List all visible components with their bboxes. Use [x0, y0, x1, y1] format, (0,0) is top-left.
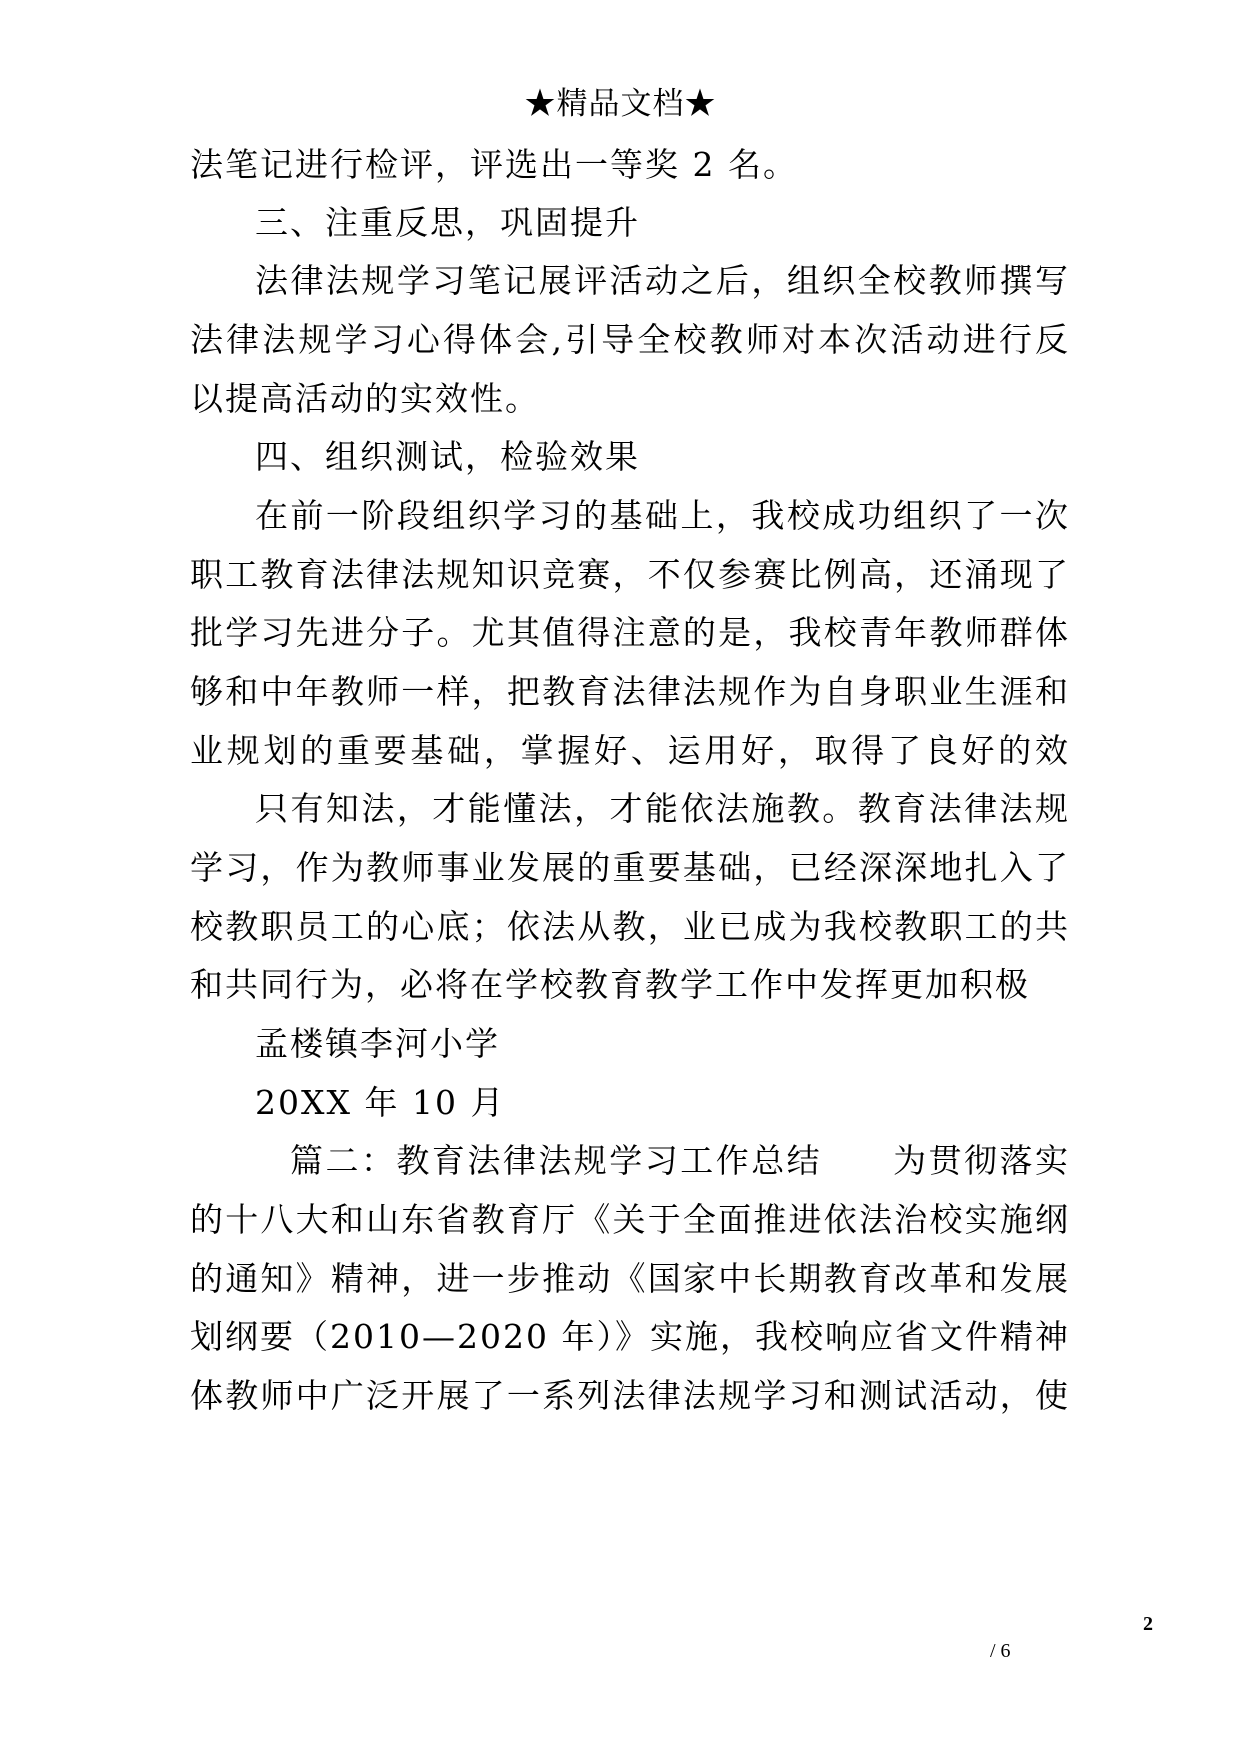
signature-org: 孟楼镇李河小学 — [255, 1024, 500, 1063]
signature-date: 20XX 年 10 月 — [255, 1083, 506, 1122]
body-line: 法律法规学习笔记展评活动之后，组织全校教师撰写 — [255, 261, 1070, 300]
page-number: 2 — [1143, 1613, 1153, 1635]
body-line: 的通知》精神，进一步推动《国家中长期教育改革和发展 — [190, 1259, 1070, 1298]
body-line: 校教职员工的心底；依法从教，业已成为我校教职工的共 — [190, 907, 1070, 946]
body-line: 体教师中广泛开展了一系列法律法规学习和测试活动，使 — [190, 1376, 1070, 1415]
body-line: 以提高活动的实效性。 — [190, 379, 540, 418]
body-line: 批学习先进分子。尤其值得注意的是，我校青年教师群体 — [190, 613, 1070, 652]
body-line: 法笔记进行检评，评选出一等奖 2 名。 — [190, 145, 798, 184]
body-line: 法律法规学习心得体会,引导全校教师对本次活动进行反 — [190, 320, 1070, 359]
body-line: 业规划的重要基础，掌握好、运用好，取得了良好的效 — [190, 731, 1070, 770]
section-heading: 四、组织测试，检验效果 — [255, 437, 640, 476]
body-line: 够和中年教师一样，把教育法律法规作为自身职业生涯和 — [190, 672, 1070, 711]
body-line: 在前一阶段组织学习的基础上，我校成功组织了一次 — [255, 496, 1070, 535]
body-line: 和共同行为，必将在学校教育教学工作中发挥更加积极 — [190, 965, 1030, 1004]
section-heading: 三、注重反思，巩固提升 — [255, 203, 640, 242]
page-total: / 6 — [990, 1640, 1011, 1662]
page-header: ★精品文档★ — [524, 86, 717, 122]
body-line: 只有知法，才能懂法，才能依法施教。教育法律法规 — [255, 789, 1070, 828]
section-title-line: 篇二：教育法律法规学习工作总结 为贯彻落实 — [290, 1141, 1070, 1180]
body-line: 划纲要（2010—2020 年）》实施，我校响应省文件精神 — [190, 1317, 1070, 1356]
body-line: 学习，作为教师事业发展的重要基础，已经深深地扎入了 — [190, 848, 1070, 887]
body-line: 职工教育法律法规知识竞赛，不仅参赛比例高，还涌现了 — [190, 555, 1070, 594]
body-line: 的十八大和山东省教育厅《关于全面推进依法治校实施纲 — [190, 1200, 1070, 1239]
